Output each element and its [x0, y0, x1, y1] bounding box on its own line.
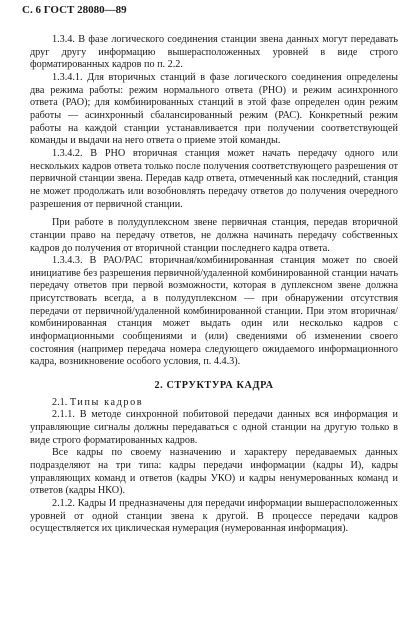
section-title: 2. СТРУКТУРА КАДРА — [154, 380, 274, 392]
document-body — [30, 34, 398, 536]
paragraph-2-1-2: 2.1.2. Кадры И предназначены для передачи информации вышерасположенных уровней от одной станции звена к другой. В процессе передачи кадров осуществляется их циклическая нумерация (нумерованная информация). — [30, 497, 398, 535]
page-header: С. 6 ГОСТ 28080—89 — [22, 4, 127, 16]
paragraph-1-3-4: 1.3.4. В фазе логического соединения станции звена данных могут передавать друг другу информацию вышерасположенных уровней в виде строго форматированных кадров по п. 2.2. — [30, 34, 398, 71]
subsection-title — [30, 397, 398, 410]
paragraph-1-3-4-3: 1.3.4.3. В РАО/РАС вторичная/комбинированная станция может по своей инициативе без разрешения первичной/удаленной комбинированной станции начать передачу ответов при первой возможности, которая в дуплексном звене должна присутствовать всегда, а в полудуплексном — при обнаружении отсутствия передачи от первичной/удаленной комбинированной станции. При этом вторичная/комбинированная станция может выдать один или несколько кадров с информационными сообщениями и (или) сведениями об изменении своего состояния (например передача номера следующего ожидаемого информационного кадра, возникновение особого условия, п. 4.4.3). — [30, 255, 398, 368]
subsection-number: 2.1. — [52, 396, 68, 408]
paragraph-2-1-1: 2.1.1. В методе синхронной побитовой передачи данных вся информация и управляющие сигналы должны передаваться с одной станции на другую только в виде строго форматированных кадров. — [30, 409, 398, 446]
paragraph-half-duplex: При работе в полудуплексном звене первичная станция, передав вторичной станции право на передачу ответов, не должна начинать передачу собственных кадров до получения от вторичной станции последнего кадра ответа. — [30, 217, 398, 254]
paragraph-frame-types: Все кадры по своему назначению и характеру передаваемых данных подразделяют на три типа: кадры передачи информации (кадры И), кадры управляющих команд и ответов (кадры УКО) и кадры ненумерованных команд и ответов (кадры НКО). — [30, 447, 398, 497]
paragraph-1-3-4-1: 1.3.4.1. Для вторичных станций в фазе логического соединения определены два режима работы: режим нормального ответа (РНО) и режим асинхронного ответа (РАО); для комбинированных станций в этой фазе определен один режим работы — асинхронный сбалансированный режим (РАС). Конкретный режим работы на каждой станции устанавливается при получении соответствующей команды и выдачи на него ответа о приеме этой команды. — [30, 71, 398, 147]
paragraph-1-3-4-2: 1.3.4.2. В РНО вторичная станция может начать передачу одного или нескольких кадров ответа только после получения соответствующего разрешения от первичной станции звена. Передав кадр ответа, отмеченный как последний, станция не может продолжать или возобновлять передачу ответов до получения очередного разрешения от первичной станции. — [30, 147, 398, 210]
subsection-text: Типы кадров — [69, 396, 144, 408]
